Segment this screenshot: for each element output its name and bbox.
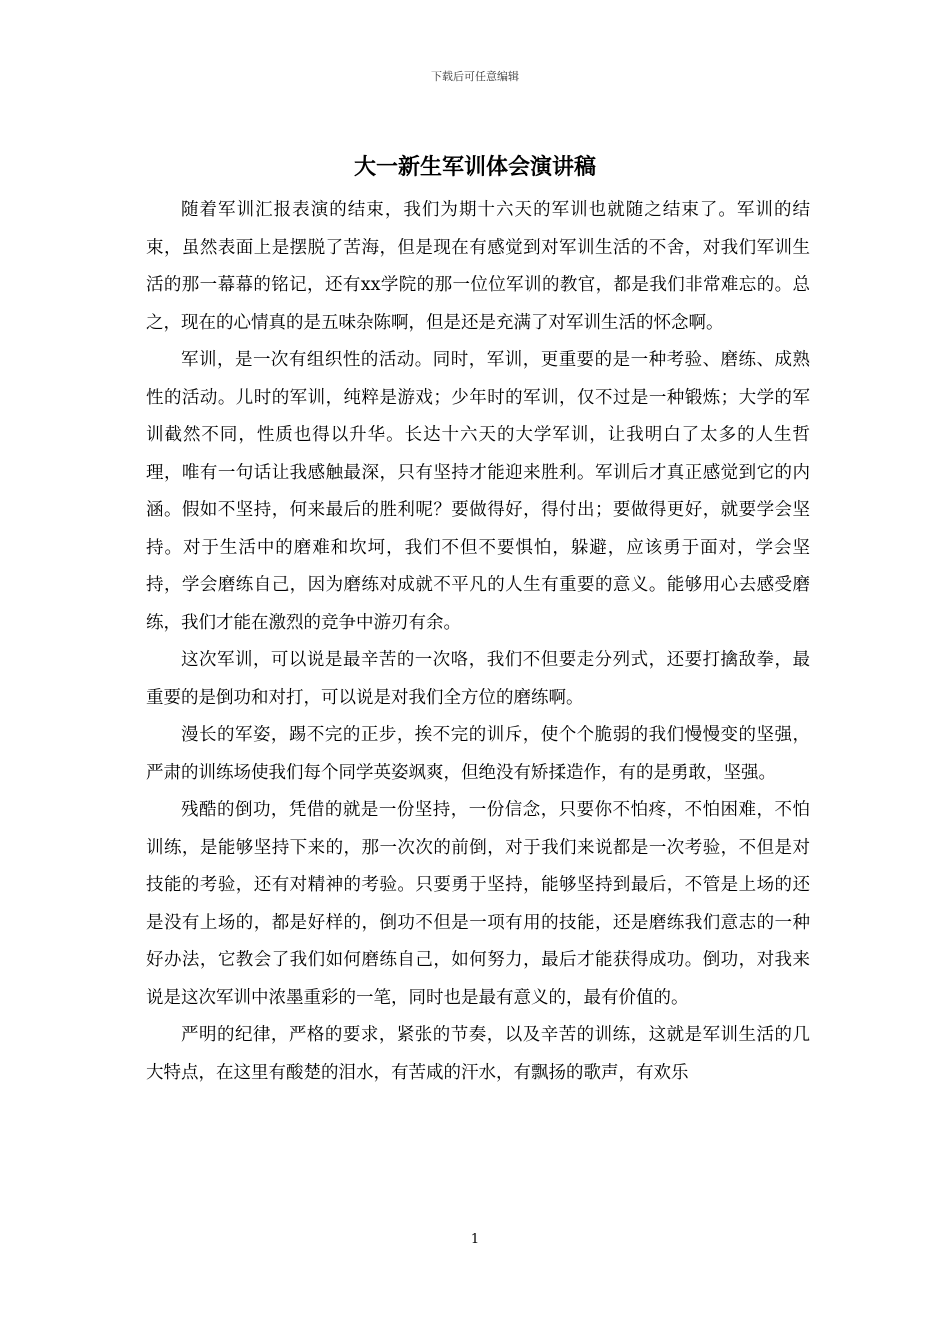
paragraph-3: 这次军训，可以说是最辛苦的一次咯，我们不但要走分列式，还要打擒敌拳，最重要的是倒功和对打，可以说是对我们全方位的磨练啊。: [146, 650, 810, 708]
paragraph-4: 漫长的军姿，踢不完的正步，挨不完的训斥，使个个脆弱的我们慢慢变的坚强，严肃的训练场使我们每个同学英姿飒爽，但绝没有矫揉造作，有的是勇敢，坚强。: [146, 725, 810, 783]
paragraph-2: 军训，是一次有组织性的活动。同时，军训，更重要的是一种考验、磨练、成熟性的活动。儿时的军训，纯粹是游戏；少年时的军训，仅不过是一种锻炼；大学的军训截然不同，性质也得以升华。长达十六天的大学军训，让我明白了太多的人生哲理，唯有一句话让我感触最深，只有坚持才能迎来胜利。军训后才真正感觉到它的内涵。假如不坚持，何来最后的胜利呢？要做得好，得付出；要做得更好，就要学会坚持。对于生活中的磨难和坎坷，我们不但不要惧怕，躲避，应该勇于面对，学会坚持，学会磨练自己，因为磨练对成就不平凡的人生有重要的意义。能够用心去感受磨练，我们才能在激烈的竞争中游刃有余。: [146, 350, 810, 633]
paragraph-1: 随着军训汇报表演的结束，我们为期十六天的军训也就随之结束了。军训的结束，虽然表面上是摆脱了苦海，但是现在有感觉到对军训生活的不舍，对我们军训生活的那一幕幕的铭记，还有xx学院的那一位位军训的教官，都是我们非常难忘的。总之，现在的心情真的是五味杂陈啊，但是还是充满了对军训生活的怀念啊。: [146, 200, 810, 333]
paragraph-5: 残酷的倒功，凭借的就是一份坚持，一份信念，只要你不怕疼，不怕困难，不怕训练，是能够坚持下来的，那一次次的前倒，对于我们来说都是一次考验，不但是对技能的考验，还有对精神的考验。只要勇于坚持，能够坚持到最后，不管是上场的还是没有上场的，都是好样的，倒功不但是一项有用的技能，还是磨练我们意志的一种好办法，它教会了我们如何磨练自己，如何努力，最后才能获得成功。倒功，对我来说是这次军训中浓墨重彩的一笔，同时也是最有意义的，最有价值的。: [146, 800, 810, 1008]
page-number: 1: [470, 1232, 480, 1247]
paragraph-6: 严明的纪律，严格的要求，紧张的节奏，以及辛苦的训练，这就是军训生活的几大特点，在这里有酸楚的泪水，有苦咸的汗水，有飘扬的歌声，有欢乐: [146, 1025, 810, 1083]
document-title: 大一新生军训体会演讲稿: [353, 154, 596, 180]
header-note: 下载后可任意编辑: [431, 70, 519, 83]
document-body: [146, 192, 810, 1092]
